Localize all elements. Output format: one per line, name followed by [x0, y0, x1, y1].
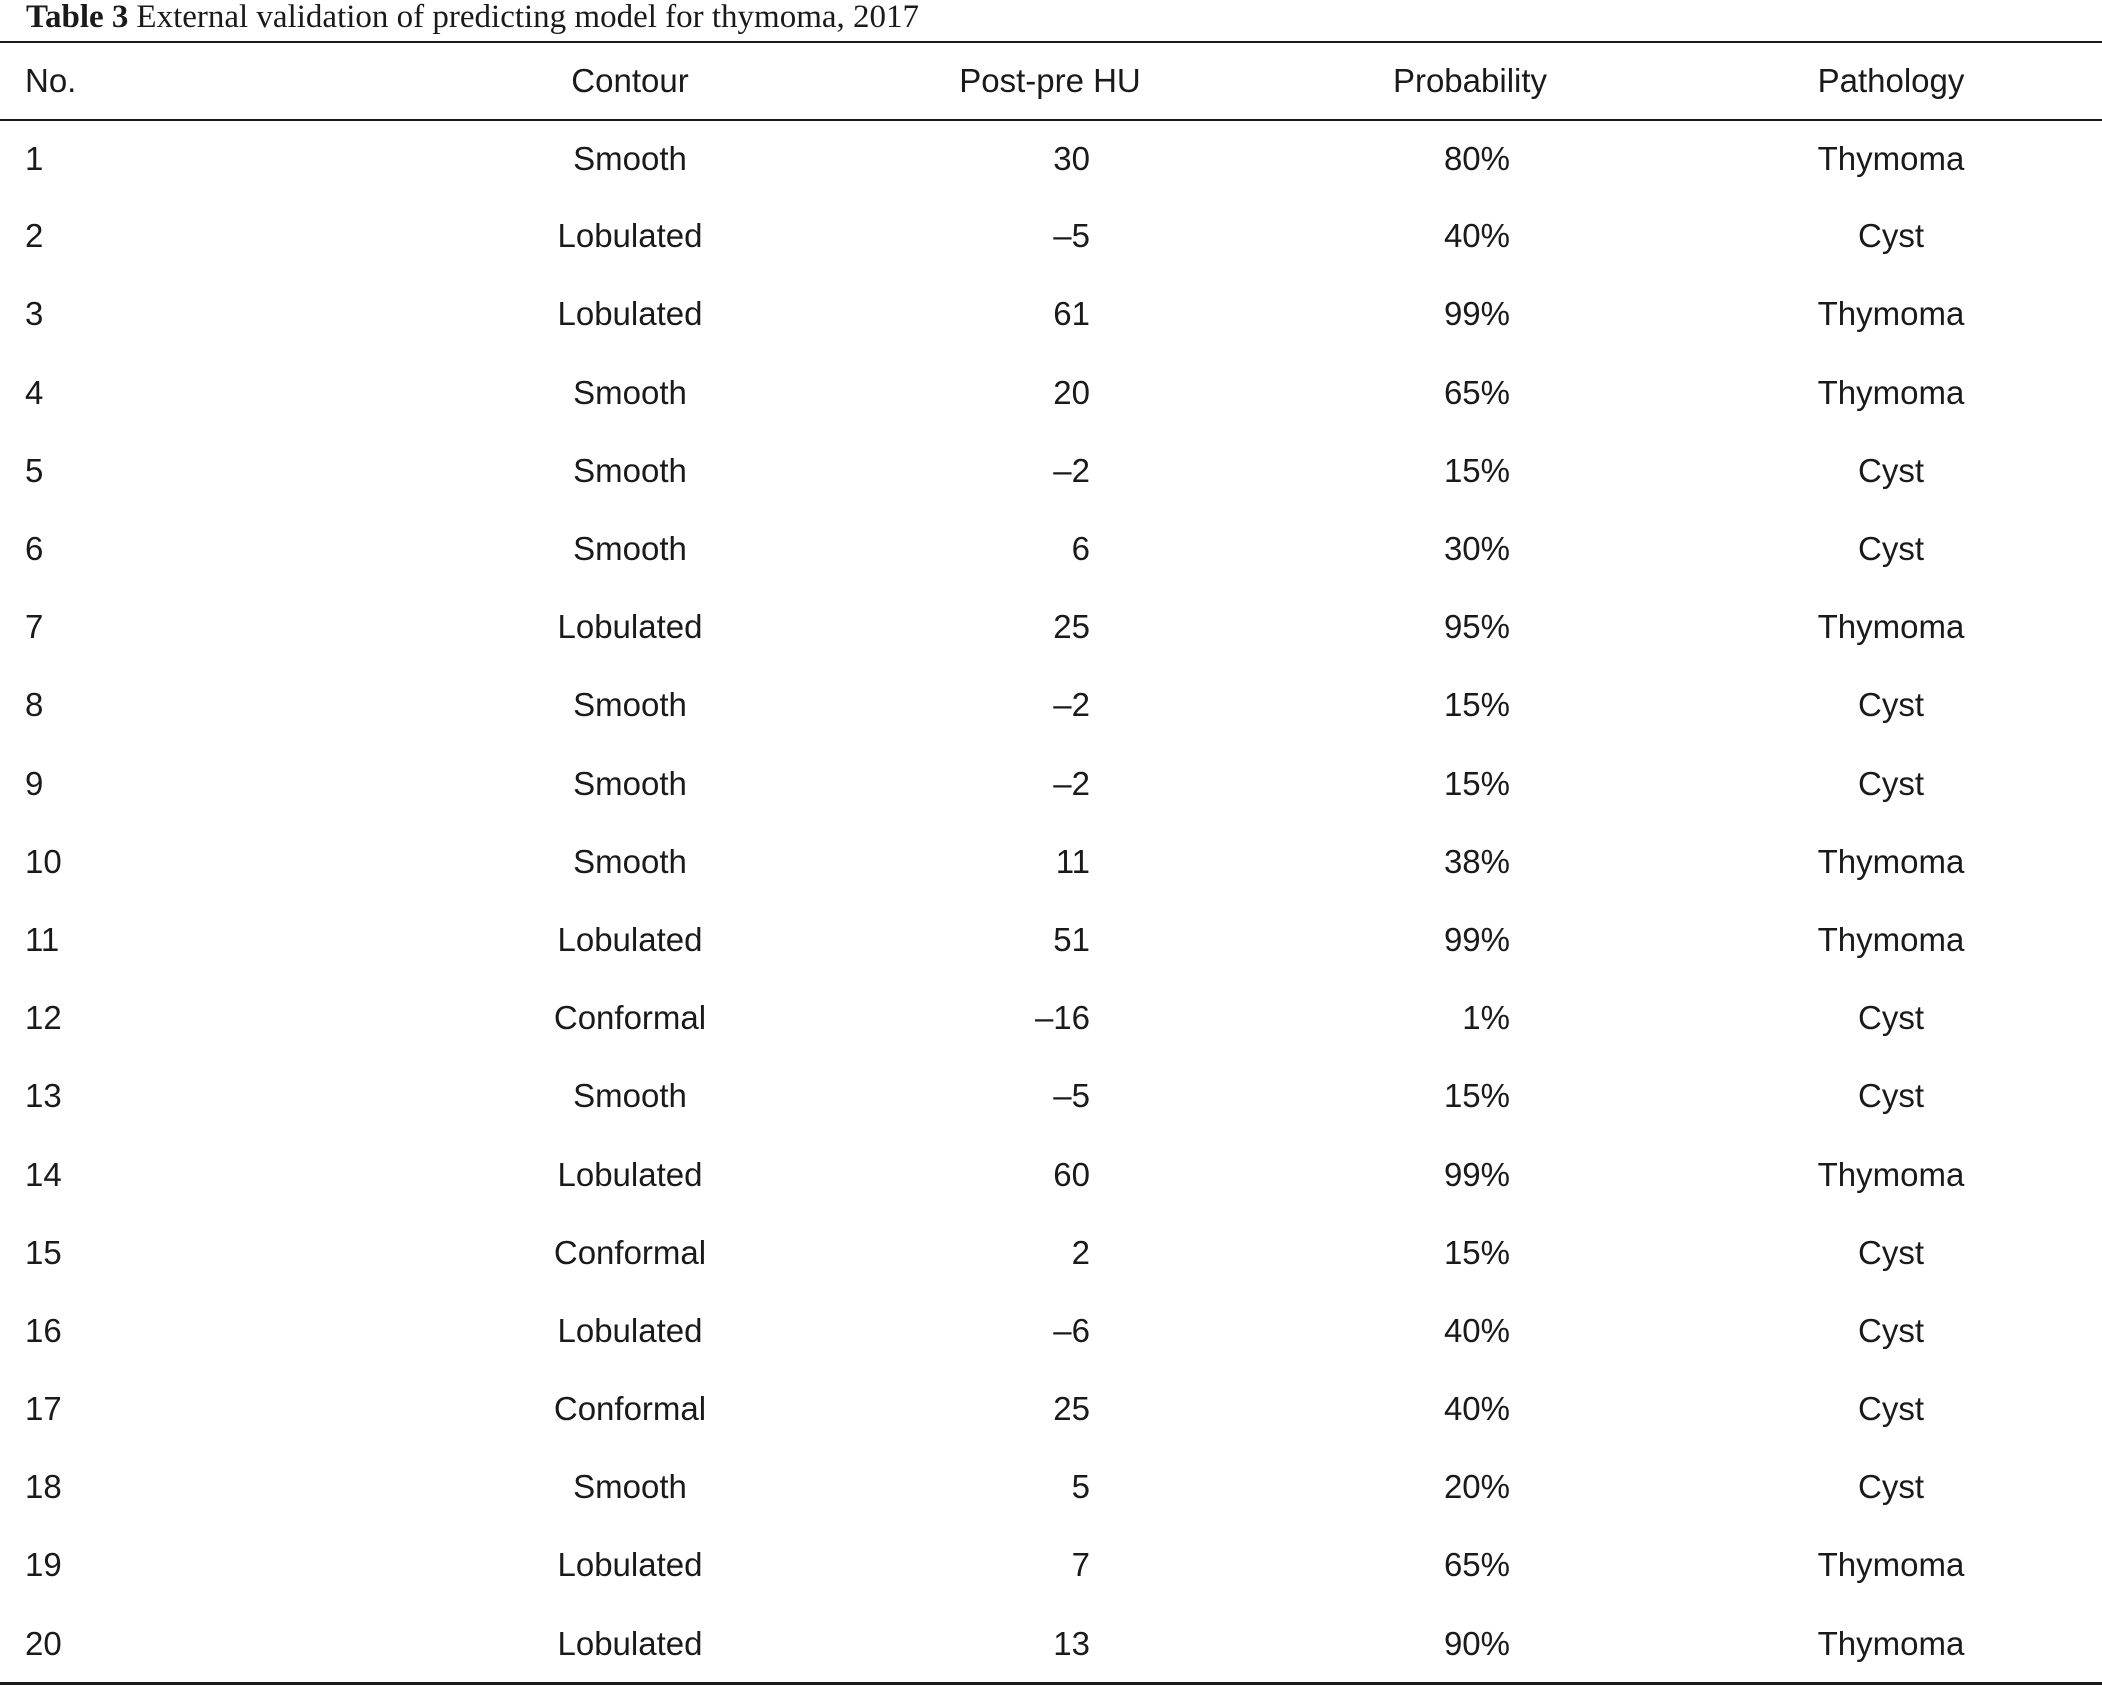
probability-value: 1%: [1462, 999, 1510, 1037]
cell-contour: Lobulated: [557, 1311, 703, 1349]
post-pre-hu-value: 25: [1053, 1390, 1090, 1428]
cell-post-pre-hu: [840, 275, 1260, 353]
cell-contour: Conformal: [553, 1233, 707, 1271]
cell-pathology: Thymoma: [1817, 295, 1965, 333]
table-row: [0, 666, 2102, 744]
cell-pathology: Cyst: [1858, 764, 1924, 802]
cell-contour: Lobulated: [557, 920, 703, 958]
cell-no: 1: [25, 139, 44, 177]
cell-no: 20: [25, 1624, 62, 1662]
column-header-pathology: Pathology: [1817, 62, 1965, 99]
cell-contour: Lobulated: [557, 1155, 703, 1193]
cell-post-pre-hu: [840, 823, 1260, 901]
table-title: External validation of predicting model for thymoma, 2017: [136, 0, 920, 35]
table-row: [0, 432, 2102, 510]
cell-no: 19: [25, 1546, 62, 1584]
table-row: [0, 901, 2102, 979]
post-pre-hu-value: 20: [1053, 373, 1090, 411]
table-row: [0, 510, 2102, 588]
post-pre-hu-value: 30: [1053, 139, 1090, 177]
post-pre-hu-value: 5: [1071, 1468, 1090, 1506]
probability-value: 15%: [1443, 451, 1510, 489]
cell-no: 17: [25, 1390, 62, 1428]
cell-pathology: Thymoma: [1817, 920, 1965, 958]
probability-value: 90%: [1443, 1624, 1510, 1662]
probability-value: 38%: [1443, 842, 1510, 880]
cell-pathology: Cyst: [1858, 1390, 1924, 1428]
cell-contour: Smooth: [573, 1468, 687, 1506]
post-pre-hu-value: 7: [1071, 1546, 1090, 1584]
cell-contour: Smooth: [573, 373, 687, 411]
post-pre-hu-value: 25: [1053, 608, 1090, 646]
cell-pathology: Cyst: [1858, 1468, 1924, 1506]
probability-value: 40%: [1443, 217, 1510, 255]
cell-pathology: Cyst: [1858, 1077, 1924, 1115]
cell-probability: [1260, 119, 1680, 197]
probability-value: 15%: [1443, 1077, 1510, 1115]
cell-no: 14: [25, 1155, 62, 1193]
header-row: [0, 43, 2102, 119]
probability-value: 80%: [1443, 139, 1510, 177]
cell-post-pre-hu: [840, 1214, 1260, 1292]
cell-probability: [1260, 1448, 1680, 1526]
table-row: [0, 1370, 2102, 1448]
probability-value: 99%: [1443, 920, 1510, 958]
table-row: [0, 1526, 2102, 1604]
cell-probability: [1260, 1292, 1680, 1370]
table-row: [0, 745, 2102, 823]
cell-post-pre-hu: [840, 1526, 1260, 1604]
cell-probability: [1260, 1057, 1680, 1135]
post-pre-hu-value: –2: [1053, 764, 1090, 802]
table-row: [0, 197, 2102, 275]
cell-contour: Conformal: [553, 1390, 707, 1428]
table-row: [0, 1292, 2102, 1370]
cell-contour: Lobulated: [557, 217, 703, 255]
cell-post-pre-hu: [840, 745, 1260, 823]
cell-post-pre-hu: [840, 510, 1260, 588]
probability-value: 65%: [1443, 373, 1510, 411]
cell-probability: [1260, 666, 1680, 744]
cell-contour: Smooth: [573, 1077, 687, 1115]
cell-probability: [1260, 1214, 1680, 1292]
post-pre-hu-value: –16: [1034, 999, 1090, 1037]
probability-value: 40%: [1443, 1390, 1510, 1428]
probability-value: 30%: [1443, 530, 1510, 568]
cell-post-pre-hu: [840, 1605, 1260, 1683]
cell-no: 4: [25, 373, 44, 411]
cell-pathology: Cyst: [1858, 451, 1924, 489]
cell-post-pre-hu: [840, 666, 1260, 744]
probability-value: 15%: [1443, 686, 1510, 724]
cell-pathology: Cyst: [1858, 999, 1924, 1037]
table-row: [0, 1135, 2102, 1213]
table-row: [0, 354, 2102, 432]
cell-no: 10: [25, 842, 62, 880]
cell-contour: Lobulated: [557, 1624, 703, 1662]
column-header-no: No.: [25, 62, 77, 99]
column-header-post-pre-hu: Post-pre HU: [959, 62, 1141, 99]
cell-probability: [1260, 510, 1680, 588]
cell-no: 2: [25, 217, 44, 255]
cell-probability: [1260, 197, 1680, 275]
cell-post-pre-hu: [840, 1370, 1260, 1448]
cell-no: 18: [25, 1468, 62, 1506]
cell-probability: [1260, 1605, 1680, 1683]
cell-no: 15: [25, 1233, 62, 1271]
cell-probability: [1260, 1370, 1680, 1448]
post-pre-hu-value: 2: [1071, 1233, 1090, 1271]
table-row: [0, 1057, 2102, 1135]
cell-post-pre-hu: [840, 432, 1260, 510]
probability-value: 15%: [1443, 1233, 1510, 1271]
post-pre-hu-value: –2: [1053, 451, 1090, 489]
probability-value: 65%: [1443, 1546, 1510, 1584]
cell-post-pre-hu: [840, 901, 1260, 979]
cell-no: 16: [25, 1311, 62, 1349]
cell-no: 12: [25, 999, 62, 1037]
cell-contour: Smooth: [573, 842, 687, 880]
cell-pathology: Thymoma: [1817, 373, 1965, 411]
cell-probability: [1260, 432, 1680, 510]
cell-contour: Smooth: [573, 451, 687, 489]
cell-contour: Smooth: [573, 764, 687, 802]
cell-contour: Smooth: [573, 530, 687, 568]
cell-probability: [1260, 275, 1680, 353]
post-pre-hu-value: –5: [1053, 1077, 1090, 1115]
cell-probability: [1260, 1135, 1680, 1213]
column-header-probability: Probability: [1392, 62, 1548, 99]
cell-post-pre-hu: [840, 1135, 1260, 1213]
probability-value: 20%: [1443, 1468, 1510, 1506]
post-pre-hu-value: –2: [1053, 686, 1090, 724]
cell-contour: Lobulated: [557, 295, 703, 333]
table-row: [0, 823, 2102, 901]
post-pre-hu-value: 51: [1053, 920, 1090, 958]
cell-no: 9: [25, 764, 44, 802]
cell-pathology: Thymoma: [1817, 1155, 1965, 1193]
cell-pathology: Thymoma: [1817, 842, 1965, 880]
cell-pathology: Thymoma: [1817, 1546, 1965, 1584]
cell-no: 11: [25, 920, 60, 958]
cell-pathology: Thymoma: [1817, 608, 1965, 646]
post-pre-hu-value: 6: [1071, 530, 1090, 568]
cell-no: 3: [25, 295, 44, 333]
column-header-contour: Contour: [571, 62, 689, 99]
probability-value: 99%: [1443, 1155, 1510, 1193]
cell-post-pre-hu: [840, 197, 1260, 275]
cell-pathology: Cyst: [1858, 686, 1924, 724]
cell-probability: [1260, 1526, 1680, 1604]
cell-contour: Smooth: [573, 139, 687, 177]
cell-probability: [1260, 588, 1680, 666]
table-row: [0, 588, 2102, 666]
probability-value: 95%: [1443, 608, 1510, 646]
cell-post-pre-hu: [840, 1057, 1260, 1135]
cell-pathology: Cyst: [1858, 1311, 1924, 1349]
cell-probability: [1260, 979, 1680, 1057]
cell-contour: Lobulated: [557, 1546, 703, 1584]
cell-no: 13: [25, 1077, 62, 1115]
cell-no: 8: [25, 686, 44, 724]
table-label: Table 3: [26, 0, 129, 35]
table-row: [0, 1448, 2102, 1526]
post-pre-hu-value: 61: [1053, 295, 1090, 333]
table-row: [0, 1605, 2102, 1683]
table-caption: [26, 0, 919, 36]
cell-contour: Conformal: [553, 999, 707, 1037]
cell-pathology: Cyst: [1858, 217, 1924, 255]
table-body: [0, 119, 2102, 1683]
post-pre-hu-value: 13: [1053, 1624, 1090, 1662]
table-row: [0, 275, 2102, 353]
table-row: [0, 1214, 2102, 1292]
probability-value: 99%: [1443, 295, 1510, 333]
cell-post-pre-hu: [840, 119, 1260, 197]
cell-pathology: Cyst: [1858, 1233, 1924, 1271]
cell-no: 7: [25, 608, 44, 646]
cell-post-pre-hu: [840, 1448, 1260, 1526]
post-pre-hu-value: –6: [1053, 1311, 1090, 1349]
cell-probability: [1260, 901, 1680, 979]
cell-probability: [1260, 745, 1680, 823]
cell-probability: [1260, 823, 1680, 901]
cell-post-pre-hu: [840, 588, 1260, 666]
cell-contour: Lobulated: [557, 608, 703, 646]
cell-post-pre-hu: [840, 1292, 1260, 1370]
probability-value: 40%: [1443, 1311, 1510, 1349]
cell-pathology: Thymoma: [1817, 139, 1965, 177]
cell-no: 6: [25, 530, 44, 568]
cell-no: 5: [25, 451, 44, 489]
cell-pathology: Thymoma: [1817, 1624, 1965, 1662]
post-pre-hu-value: –5: [1053, 217, 1090, 255]
validation-table: [0, 43, 2102, 1683]
cell-probability: [1260, 354, 1680, 432]
cell-post-pre-hu: [840, 354, 1260, 432]
cell-pathology: Cyst: [1858, 530, 1924, 568]
table-row: [0, 119, 2102, 197]
post-pre-hu-value: 60: [1053, 1155, 1090, 1193]
probability-value: 15%: [1443, 764, 1510, 802]
cell-post-pre-hu: [840, 979, 1260, 1057]
post-pre-hu-value: 11: [1055, 842, 1090, 880]
cell-contour: Smooth: [573, 686, 687, 724]
table-row: [0, 979, 2102, 1057]
